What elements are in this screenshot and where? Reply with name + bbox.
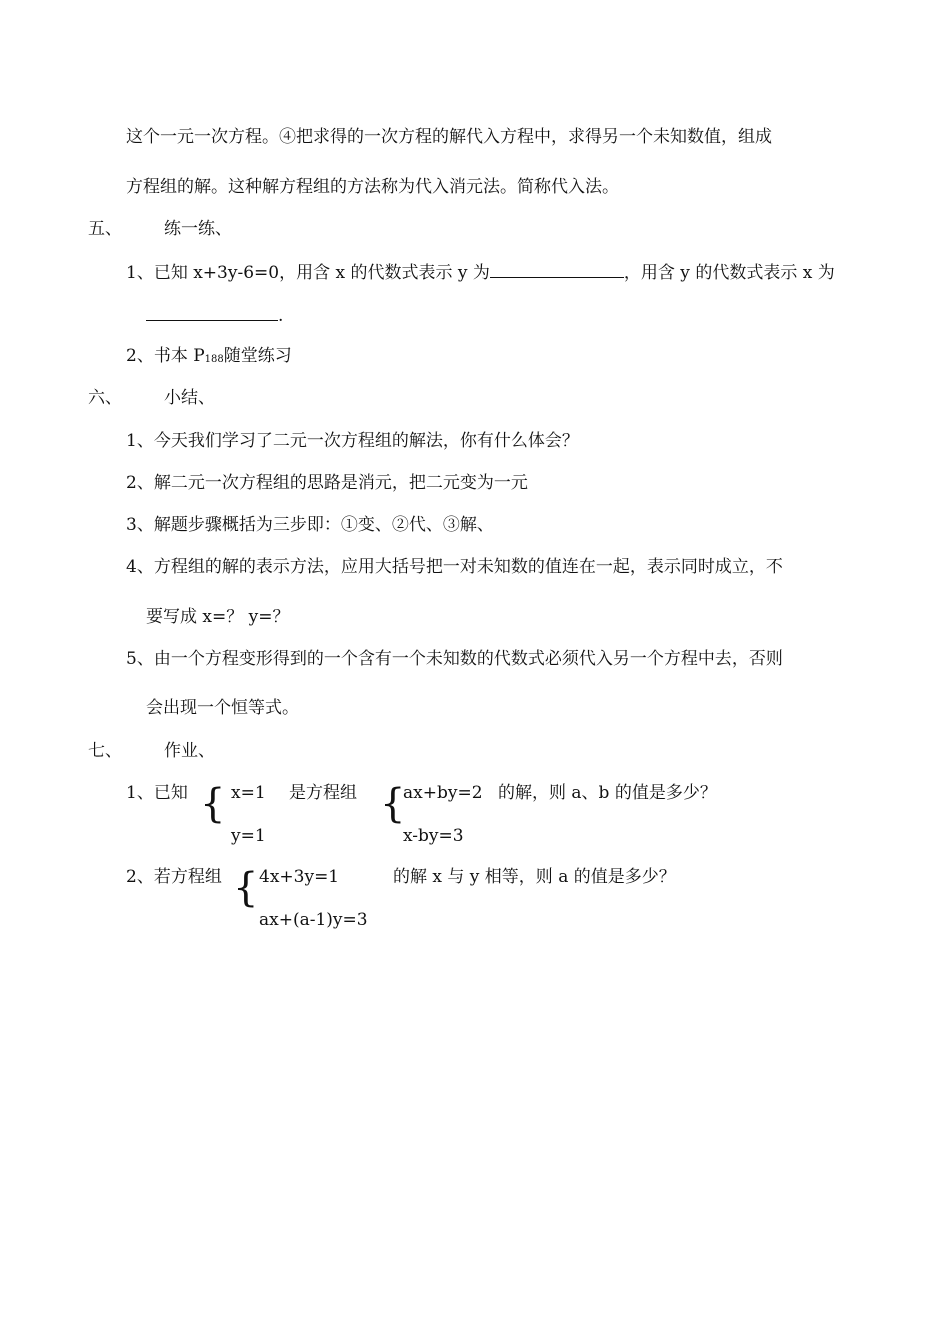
summary-item-1: 1、今天我们学习了二元一次方程组的解法，你有什么体会？ [126, 431, 579, 451]
homework-2-prefix: 2、若方程组 [126, 867, 222, 887]
homework-2-suffix: 的解 x 与 y 相等，则 a 的值是多少？ [393, 867, 676, 887]
exercise-2 [126, 345, 292, 371]
solution-y: y=1 [231, 826, 266, 846]
exercise-2-prefix: 2、书本 P [126, 346, 205, 366]
exercise-1-end: . [278, 306, 284, 326]
system-1-eq2: x-by=3 [403, 826, 464, 846]
intro-line-2: 方程组的解。这种解方程组的方法称为代入消元法。简称代入法。 [126, 177, 619, 197]
section-6-title: 小结、 [164, 388, 215, 408]
exercise-1-text: 1、已知 x+3y-6=0，用含 x 的代数式表示 y 为 [126, 263, 490, 283]
answer-blank-x[interactable] [146, 303, 278, 321]
homework-1-suffix: 的解，则 a、b 的值是多少？ [498, 783, 717, 803]
summary-item-4-cont: 要写成 x=？ y=？ [146, 607, 290, 627]
page-number: 188 [204, 354, 224, 365]
section-5-number: 五、 [88, 219, 122, 239]
section-5-title: 练一练、 [164, 219, 232, 239]
homework-1-prefix: 1、已知 [126, 783, 188, 803]
summary-item-3: 3、解题步骤概括为三步即：①变、②代、③解、 [126, 515, 494, 535]
exercise-1-text-2: ，用含 y 的代数式表示 x 为 [623, 263, 835, 283]
exercise-2-suffix: 随堂练习 [223, 346, 292, 366]
section-7-title: 作业、 [164, 741, 215, 761]
left-brace-icon: { [200, 781, 226, 827]
summary-item-4: 4、方程组的解的表示方法，应用大括号把一对未知数的值连在一起，表示同时成立，不 [126, 557, 783, 577]
exercise-1-line [126, 260, 835, 284]
summary-item-5: 5、由一个方程变形得到的一个含有一个未知数的代数式必须代入另一个方程中去，否则 [126, 649, 783, 669]
summary-item-2: 2、解二元一次方程组的思路是消元，把二元变为一元 [126, 473, 528, 493]
system-2-eq1: 4x+3y=1 [259, 867, 340, 887]
system-1-eq1: ax+by=2 [403, 783, 483, 803]
left-brace-icon: { [233, 865, 259, 911]
section-6-number: 六、 [88, 388, 122, 408]
exercise-1-line-2 [146, 303, 283, 327]
intro-line-1: 这个一元一次方程。④把求得的一次方程的解代入方程中，求得另一个未知数值，组成 [126, 127, 772, 147]
homework-1-mid: 是方程组 [289, 783, 357, 803]
left-brace-icon: { [380, 781, 406, 827]
solution-x: x=1 [231, 783, 266, 803]
system-2-eq2: ax+(a-1)y=3 [259, 910, 368, 930]
answer-blank-y[interactable] [490, 260, 624, 278]
summary-item-5-cont: 会出现一个恒等式。 [146, 698, 299, 718]
section-7-number: 七、 [88, 741, 122, 761]
